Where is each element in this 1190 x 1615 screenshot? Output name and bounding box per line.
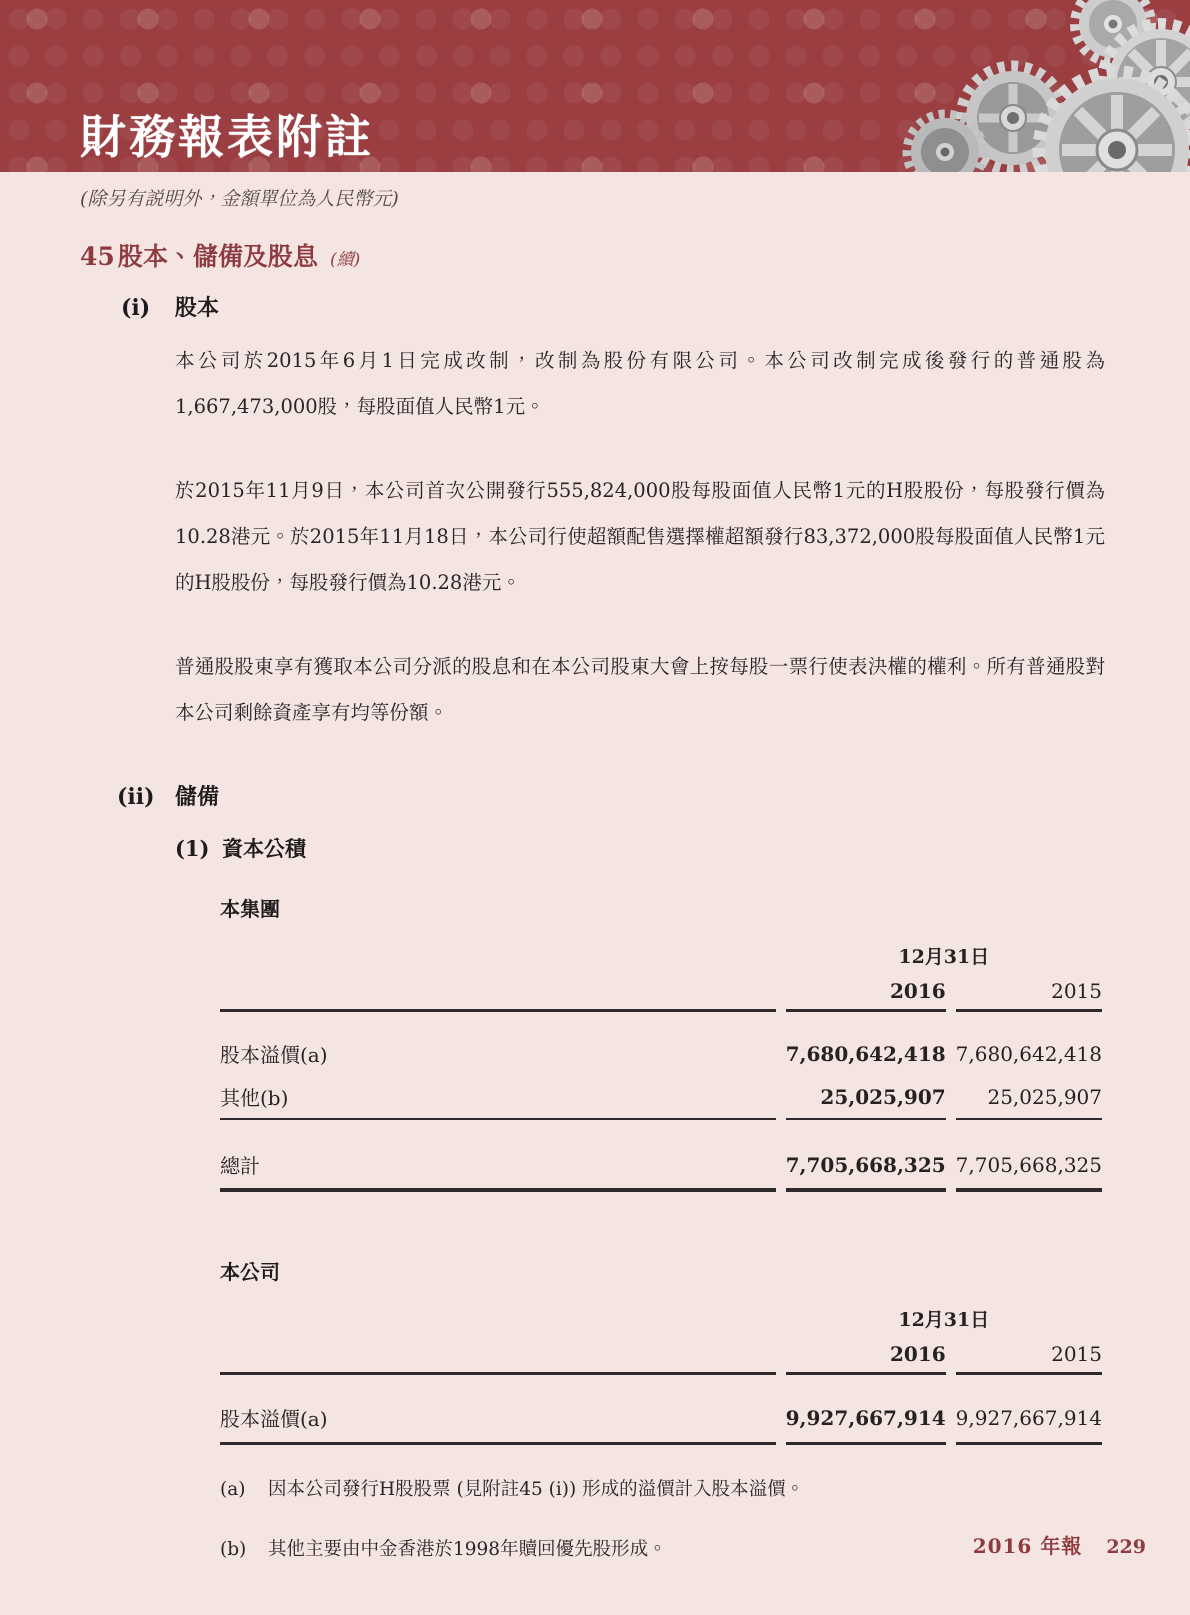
subsection-title: 資本公積 bbox=[222, 836, 306, 861]
subsection-label: (1) bbox=[175, 836, 210, 861]
footnote-a bbox=[220, 1475, 1105, 1505]
value-2016: 9,927,667,914 bbox=[786, 1395, 946, 1445]
paragraph-shareholder-rights: 普通股股東享有獲取本公司分派的股息和在本公司股東大會上按每股一票行使表決權的權利。所有普通股對本公司剩餘資產享有均等份額。 bbox=[175, 655, 1105, 724]
total-2015: 7,705,668,325 bbox=[956, 1144, 1102, 1192]
row-label: 股本溢價(a) bbox=[220, 1043, 328, 1067]
paragraph-ipo: 於2015年11月9日，本公司首次公開發行555,824,000股每股面值人民幣1元的H股股份，每股發行價為10.28港元。於2015年11月18日，本公司行使超額配售選擇權超額發行83,372,000股每股面值人民幣1元的H股股份，每股發行價為10.28港元。 bbox=[175, 479, 1105, 594]
date-column-header: 12月31日 bbox=[898, 946, 990, 968]
subsection-label: (ii) bbox=[117, 784, 155, 810]
table-row bbox=[220, 1032, 1102, 1075]
page-number: 229 bbox=[1106, 1536, 1146, 1558]
gears-image bbox=[855, 0, 1190, 172]
group-table-heading: 本集團 bbox=[220, 897, 280, 921]
header-band bbox=[0, 0, 1190, 172]
subsection-capital-reserve bbox=[175, 833, 1190, 863]
footnote-label: (a) bbox=[220, 1479, 246, 1500]
year-2016-header: 2016 bbox=[786, 1342, 946, 1375]
paragraph-restructuring: 本公司於2015年6月1日完成改制，改制為股份有限公司。本公司改制完成後發行的普通股為1,667,473,000股，每股面值人民幣1元。 bbox=[175, 349, 1105, 418]
footnote-label: (b) bbox=[220, 1539, 247, 1560]
subsection-label: (i) bbox=[121, 295, 151, 321]
subsection-share-capital bbox=[121, 291, 1190, 322]
total-2016: 7,705,668,325 bbox=[786, 1144, 946, 1192]
footnote-text: 其他主要由中金香港於1998年贖回優先股形成。 bbox=[268, 1539, 667, 1560]
row-label: 股本溢價(a) bbox=[220, 1395, 776, 1445]
value-2015: 9,927,667,914 bbox=[956, 1395, 1102, 1445]
year-2015-header: 2015 bbox=[956, 979, 1102, 1012]
subsection-title: 股本 bbox=[175, 295, 220, 321]
section-title: 股本、儲備及股息 bbox=[118, 242, 319, 271]
table-row bbox=[220, 1395, 1102, 1445]
section-heading bbox=[80, 237, 1190, 273]
currency-note: (除另有説明外，金額單位為人民幣元) bbox=[80, 188, 399, 210]
table-row bbox=[220, 1075, 1102, 1120]
date-column-header: 12月31日 bbox=[898, 1309, 990, 1331]
company-capital-reserve-table bbox=[210, 1305, 1112, 1445]
page-footer bbox=[973, 1530, 1146, 1559]
section-continued-tag: (續) bbox=[330, 250, 361, 270]
table-total-row bbox=[220, 1144, 1102, 1192]
page-title: 財務報表附註 bbox=[80, 110, 374, 164]
subsection-reserves bbox=[117, 780, 1190, 811]
year-2016-header: 2016 bbox=[786, 979, 946, 1012]
value-2015: 25,025,907 bbox=[956, 1075, 1102, 1120]
footnote-text: 因本公司發行H股股票 (見附註45 (i)) 形成的溢價計入股本溢價。 bbox=[268, 1479, 805, 1500]
value-2016: 25,025,907 bbox=[786, 1075, 946, 1120]
total-label: 總計 bbox=[220, 1144, 776, 1192]
value-2016: 7,680,642,418 bbox=[785, 1041, 946, 1066]
row-label: 其他(b) bbox=[220, 1075, 776, 1120]
company-table-heading: 本公司 bbox=[220, 1260, 280, 1284]
annual-report-label: 2016 年報 bbox=[972, 1534, 1083, 1558]
subsection-title: 儲備 bbox=[175, 784, 220, 810]
value-2015: 7,680,642,418 bbox=[955, 1041, 1102, 1066]
section-number: 45 bbox=[80, 242, 115, 271]
group-capital-reserve-table bbox=[210, 942, 1112, 1192]
year-2015-header: 2015 bbox=[956, 1342, 1102, 1375]
